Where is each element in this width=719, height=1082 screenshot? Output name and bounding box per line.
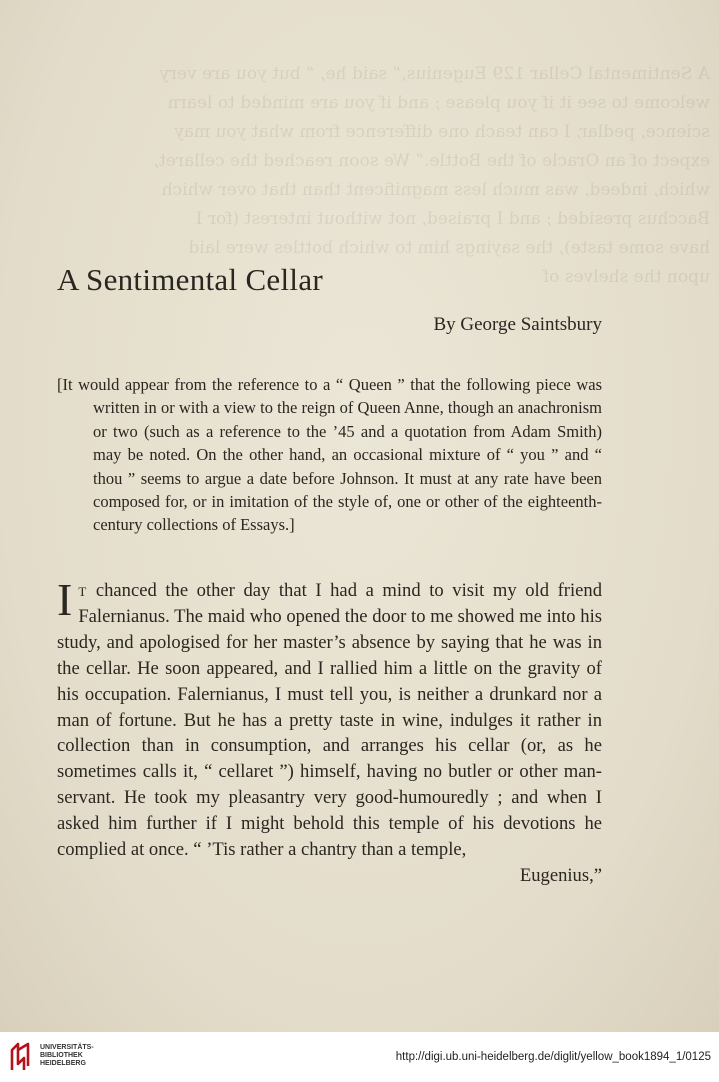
- author-byline: By George Saintsbury: [433, 314, 602, 335]
- library-logo-icon: [8, 1040, 34, 1074]
- catchword: Eugenius,”: [519, 864, 602, 886]
- first-word-smallcaps: t: [78, 580, 88, 601]
- body-text: chanced the other day that I had a mind to visit my old friend Falernianus. The maid who opened the door to me showed me into his study, and apologised for her master’s absence by saying that he was in the cellar. He soon appeared, and I rallied him a little on the gravity of his occupation. Falernianus, I must tell you, is neither a drunkard nor a man of fortune. But he has a pretty taste in wine, indulges it rather in collection than in consumption, and arranges his cellar (or, as he sometimes calls it, “ cellaret ”) himself, having no butler or other man-servant. He took my pleasantry very good-humouredly ; and when I asked him further if I might behold this temple of his devotions he complied at once. “ ’Tis rather a chantry than a temple,: [57, 580, 602, 861]
- digitization-footer: [0, 1032, 719, 1082]
- editorial-note: [It would appear from the reference to a “ Queen ” that the following piece was written in or with a view to the reign of Queen Anne, though an anachronism or two (such as a reference to the ’45 and a quotation from Adam Smith) may be noted. On the other hand, an occasional mixture of “ you ” and “ thou ” seems to argue a date before Johnson. It must at any rate have been composed for, or in imitation of the style of, one or other of the eighteenth-century collections of Essays.]: [57, 375, 602, 535]
- drop-cap: I: [57, 574, 73, 625]
- bleed-through-text: A Sentimental Cellar 129 Eugenius,” said he, “ but you are very welcome to see it if you please ; and if you are minded to learn science, pedlar, I can teach one difference from what you may expect of an Oracle of the Bottle.” We soon reached the cellaret, which, indeed, was much less magnificent than that over which Bacchus presided ; and I praised, not without interest (for I have some taste), the sayings him to which bottles were laid upon the shelves of: [153, 64, 710, 287]
- library-name-line: HEIDELBERG: [40, 1060, 86, 1067]
- library-name-line: BIBLIOTHEK: [40, 1052, 83, 1059]
- article-title: A Sentimental Cellar: [57, 262, 324, 297]
- body-paragraph: [57, 574, 602, 889]
- library-name: [40, 1044, 94, 1068]
- source-url-link[interactable]: http://digi.ub.uni-heidelberg.de/diglit/yellow_book1894_1/0125: [395, 1051, 711, 1063]
- library-name-line: UNIVERSITÄTS-: [40, 1044, 94, 1051]
